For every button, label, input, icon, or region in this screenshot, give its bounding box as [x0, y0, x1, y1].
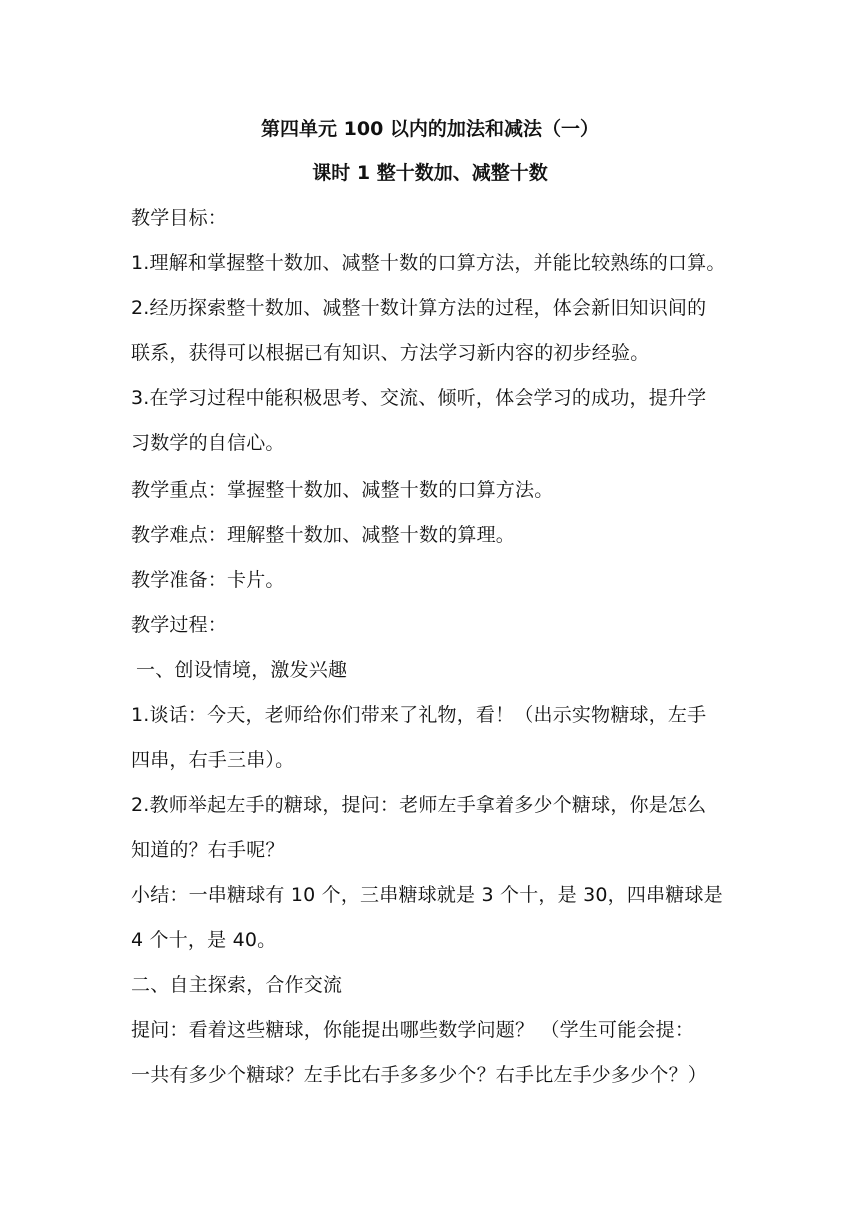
paragraph-line: 知道的？右手呢？ [131, 839, 285, 861]
paragraph-line: 小结：一串糖球有 10 个，三串糖球就是 3 个十，是 30，四串糖球是 [131, 884, 723, 906]
paragraph-line: 3.在学习过程中能积极思考、交流、倾听，体会学习的成功，提升学 [131, 387, 707, 409]
paragraph-line: 1.谈话：今天，老师给你们带来了礼物，看！（出示实物糖球，左手 [131, 704, 707, 726]
paragraph-line: 四串，右手三串）。 [131, 749, 295, 771]
paragraph-line: 一共有多少个糖球？左手比右手多多少个？右手比左手少多少个？） [131, 1064, 708, 1086]
section-heading: 一、创设情境，激发兴趣 [136, 659, 348, 681]
paragraph-line: 教学难点：理解整十数加、减整十数的算理。 [131, 524, 516, 546]
unit-title: 第四单元 100 以内的加法和减法（一） [261, 118, 599, 140]
paragraph-line: 2.教师举起左手的糖球，提问：老师左手拿着多少个糖球，你是怎么 [131, 794, 707, 816]
paragraph-line: 习数学的自信心。 [131, 432, 285, 454]
paragraph-line: 教学目标： [131, 207, 228, 229]
paragraph-line: 2.经历探索整十数加、减整十数计算方法的过程，体会新旧知识间的 [131, 297, 707, 319]
paragraph-line: 提问：看着这些糖球，你能提出哪些数学问题？ （学生可能会提： [131, 1019, 695, 1041]
section-heading: 二、自主探索，合作交流 [131, 974, 343, 996]
paragraph-line: 教学重点：掌握整十数加、减整十数的口算方法。 [131, 479, 554, 501]
paragraph-line: 1.理解和掌握整十数加、减整十数的口算方法，并能比较熟练的口算。 [131, 252, 726, 274]
paragraph-line: 4 个十，是 40。 [131, 929, 277, 951]
paragraph-line: 联系，获得可以根据已有知识、方法学习新内容的初步经验。 [131, 342, 650, 364]
paragraph-line: 教学过程： [131, 614, 228, 636]
paragraph-line: 教学准备：卡片。 [131, 569, 285, 591]
lesson-subtitle: 课时 1 整十数加、减整十数 [312, 162, 548, 184]
